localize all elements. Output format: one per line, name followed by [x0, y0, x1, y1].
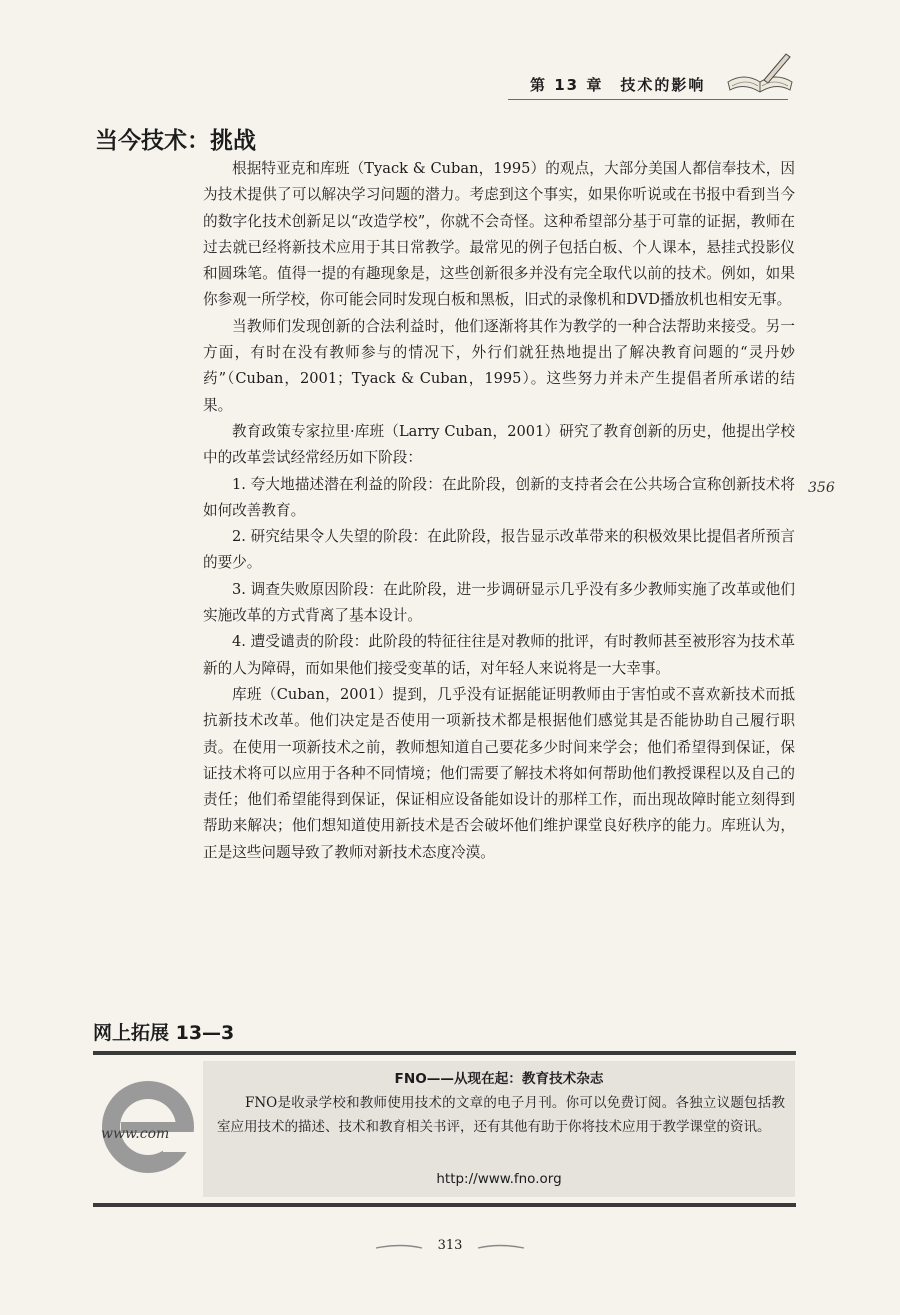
list-item: 1. 夸大地描述潜在利益的阶段：在此阶段，创新的支持者会在公共场合宣称创新技术将如何改善教育。	[203, 475, 795, 519]
paragraph: 库班（Cuban，2001）提到，几乎没有证据能证明教师由于害怕或不喜欢新技术而抵抗新技术改革。他们决定是否使用一项新技术都是根据他们感觉其是否能协助自己履行职责。在使用一项新技术之前，教师想知道自己要花多少时间来学会；他们希望得到保证，保证技术将可以应用于各种不同情境；他们需要了解技术将如何帮助他们教授课程以及自己的责任；他们希望能得到保证，保证相应设备能如设计的那样工作，而出现故障时能立刻得到帮助来解决；他们想知道使用新技术是否会破坏他们维护课堂良好秩序的能力。库班认为，正是这些问题导致了教师对新技术态度冷漠。	[203, 685, 795, 861]
web-logo-icon	[93, 1072, 203, 1182]
open-book-icon	[724, 42, 796, 100]
divider	[93, 1051, 796, 1055]
extension-title: 网上拓展 13—3	[93, 1022, 235, 1044]
section-title: 当今技术：挑战	[95, 128, 256, 154]
svg-text:www.com: www.com	[101, 1126, 170, 1142]
chapter-header: 第 13 章 技术的影响	[530, 76, 706, 94]
margin-page-number: 356	[808, 480, 835, 496]
extension-link[interactable]: http://www.fno.org	[436, 1171, 562, 1187]
paragraph: 根据特亚克和库班（Tyack & Cuban，1995）的观点，大部分美国人都信奉技术，因为技术提供了可以解决学习问题的潜力。考虑到这个事实，如果你听说或在书报中看到当今的数字化技术创新足以“改造学校”，你就不会奇怪。这种希望部分基于可靠的证据，教师在过去就已经将新技术应用于其日常教学。最常见的例子包括白板、个人课本，悬挂式投影仪和圆珠笔。值得一提的有趣现象是，这些创新很多并没有完全取代以前的技术。例如，如果你参观一所学校，你可能会同时发现白板和黑板，旧式的录像机和DVD播放机也相安无事。	[203, 160, 795, 309]
paragraph: 教育政策专家拉里·库班（Larry Cuban，2001）研究了教育创新的历史，他提出学校中的改革尝试经常经历如下阶段：	[203, 422, 795, 467]
page-number: 313	[437, 1238, 463, 1253]
list-item: 4. 遭受谴责的阶段：此阶段的特征往往是对教师的批评，有时教师甚至被形容为技术革新的人为障碍，而如果他们接受变革的话，对年轻人来说将是一大幸事。	[203, 633, 795, 677]
extension-box	[203, 1061, 795, 1197]
extension-description: FNO是收录学校和教师使用技术的文章的电子月刊。你可以免费订阅。各独立议题包括教室应用技术的描述、技术和教育相关书评，还有其他有助于你将技术应用于教学课堂的资讯。	[217, 1095, 785, 1135]
list-item: 3. 调查失败原因阶段：在此阶段，进一步调研显示几乎没有多少教师实施了改革或他们实施改革的方式背离了基本设计。	[203, 580, 795, 625]
extension-heading: FNO——从现在起：教育技术杂志	[394, 1071, 604, 1087]
paragraph: 当教师们发现创新的合法利益时，他们逐渐将其作为教学的一种合法帮助来接受。另一方面，有时在没有教师参与的情况下，外行们就狂热地提出了解决教育问题的“灵丹妙药”（Cuban，2001；Tyack & Cuban，1995）。这些努力并未产生提倡者所承诺的结果。	[203, 317, 795, 414]
body-text	[203, 156, 795, 866]
list-item: 2. 研究结果令人失望的阶段：在此阶段，报告显示改革带来的积极效果比提倡者所预言的要少。	[203, 528, 795, 572]
divider	[93, 1203, 796, 1207]
page-footer	[370, 1238, 530, 1258]
